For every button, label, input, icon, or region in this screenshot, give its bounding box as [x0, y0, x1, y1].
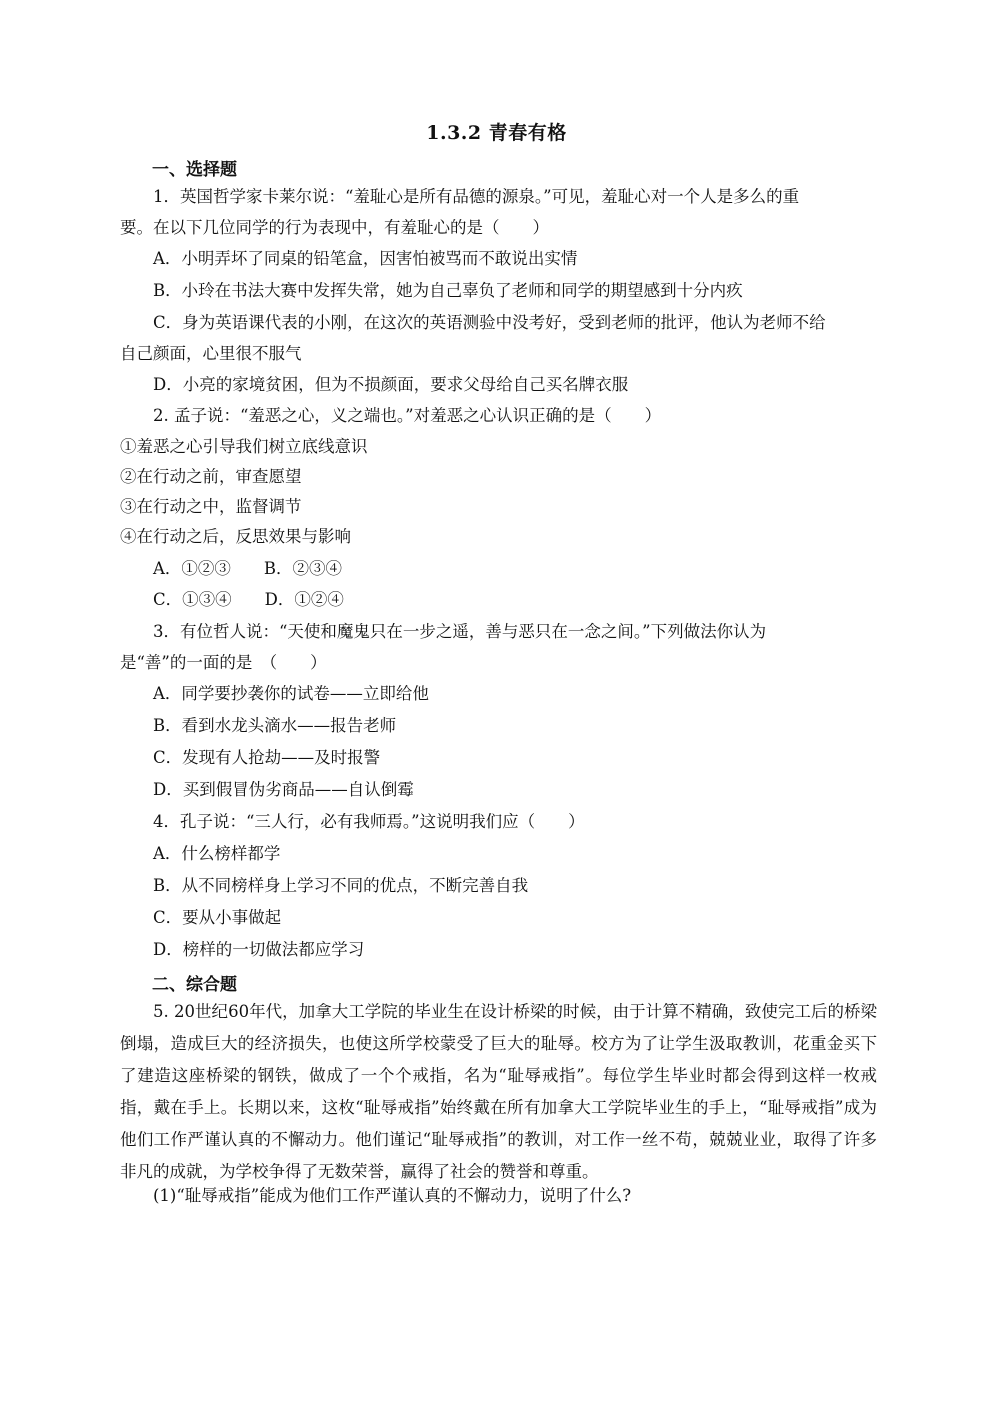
- q2-item-2: ②在行动之前，审查愿望: [120, 467, 302, 486]
- q4-stem: 4．孔子说：“三人行，必有我师焉。”这说明我们应（ ）: [153, 812, 585, 831]
- section-heading-choice: 一、选择题: [152, 160, 237, 180]
- q3-option-c: C．发现有人抢劫——及时报警: [153, 748, 381, 767]
- q3-stem-line2: 是“善”的一面的是 （ ）: [120, 653, 327, 672]
- q2-options-cd: C．①③④ D．①②④: [153, 590, 344, 609]
- page-title: 1.3.2 青春有格: [426, 122, 567, 144]
- q2-item-4: ④在行动之后，反思效果与影响: [120, 527, 351, 546]
- q3-option-a: A．同学要抄袭你的试卷——立即给他: [153, 684, 429, 703]
- q1-option-c-line2: 自己颜面，心里很不服气: [120, 344, 302, 363]
- q4-option-c: C．要从小事做起: [153, 908, 282, 927]
- q1-stem-line1: 1．英国哲学家卡莱尔说：“羞耻心是所有品德的源泉。”可见，羞耻心对一个人是多么的重: [153, 187, 800, 206]
- q3-option-b: B．看到水龙头滴水——报告老师: [153, 716, 397, 735]
- q2-options-ab: A．①②③ B．②③④: [153, 559, 343, 578]
- section-heading-comprehensive: 二、综合题: [152, 975, 237, 995]
- q4-option-b: B．从不同榜样身上学习不同的优点，不断完善自我: [153, 876, 529, 895]
- q1-stem-line2: 要。在以下几位同学的行为表现中，有羞耻心的是（ ）: [120, 218, 549, 237]
- q1-option-c-line1: C．身为英语课代表的小刚，在这次的英语测验中没考好，受到老师的批评，他认为老师不给: [153, 313, 826, 332]
- q1-option-d: D．小亮的家境贫困，但为不损颜面，要求父母给自己买名牌衣服: [153, 375, 629, 394]
- q4-option-d: D．榜样的一切做法都应学习: [153, 940, 365, 959]
- q2-item-3: ③在行动之中，监督调节: [120, 497, 302, 516]
- q4-option-a: A．什么榜样都学: [153, 844, 281, 863]
- q2-stem: 2. 孟子说：“羞恶之心，义之端也。”对羞恶之心认识正确的是（ ）: [153, 406, 662, 425]
- q3-option-d: D．买到假冒伪劣商品——自认倒霉: [153, 780, 414, 799]
- q5-subquestion-1: (1)“耻辱戒指”能成为他们工作严谨认真的不懈动力，说明了什么?: [153, 1186, 632, 1205]
- q3-stem-line1: 3．有位哲人说：“天使和魔鬼只在一步之遥，善与恶只在一念之间。”下列做法你认为: [153, 622, 767, 641]
- q1-option-a: A．小明弄坏了同桌的铅笔盒，因害怕被骂而不敢说出实情: [153, 249, 578, 268]
- q5-paragraph: 5. 20世纪60年代，加拿大工学院的毕业生在设计桥梁的时候，由于计算不精确，致使完工后的桥梁倒塌，造成巨大的经济损失，也使这所学校蒙受了巨大的耻辱。校方为了让学生汲取教训，花重金买下了建造这座桥梁的钢铁，做成了一个个戒指，名为“耻辱戒指”。每位学生毕业时都会得到这样一枚戒指，戴在手上。长期以来，这枚“耻辱戒指”始终戴在所有加拿大工学院毕业生的手上，“耻辱戒指”成为他们工作严谨认真的不懈动力。他们谨记“耻辱戒指”的教训，对工作一丝不苟，兢兢业业，取得了许多非凡的成就，为学校争得了无数荣誉，赢得了社会的赞誉和尊重。: [120, 1002, 877, 1181]
- q2-item-1: ①羞恶之心引导我们树立底线意识: [120, 437, 368, 456]
- q1-option-b: B．小玲在书法大赛中发挥失常，她为自己辜负了老师和同学的期望感到十分内疚: [153, 281, 743, 300]
